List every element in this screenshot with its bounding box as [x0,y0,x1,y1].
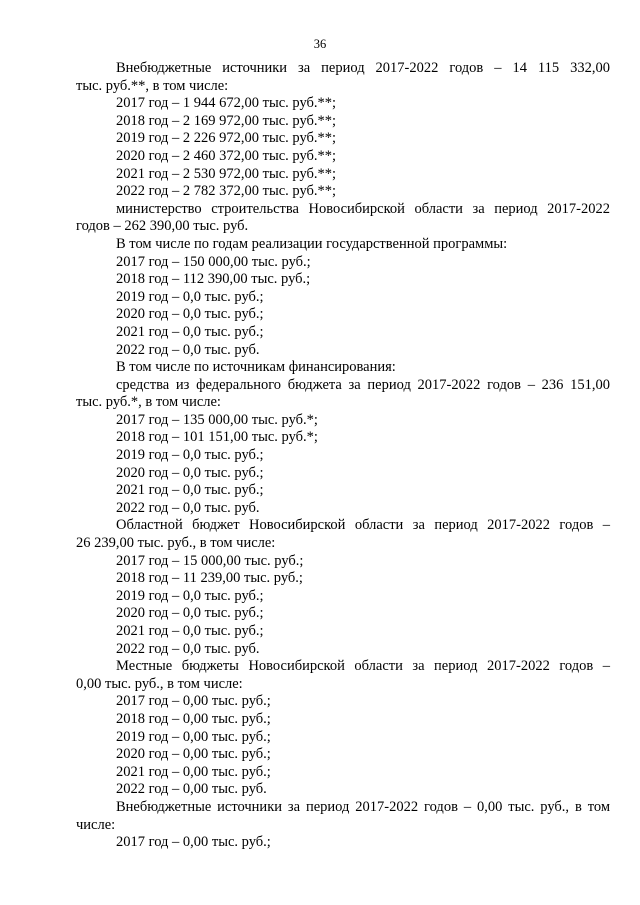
text-line: 2017 год – 135 000,00 тыс. руб.*; [116,411,318,428]
text-line: Местные бюджеты Новосибирской области за период 2017-2022 годов – [116,658,610,675]
text-line: 2022 год – 2 782 372,00 тыс. руб.**; [116,183,337,200]
text-line: министерство строительства Новосибирской области за период 2017-2022 [116,200,610,217]
text-line: 2022 год – 0,0 тыс. руб. [116,341,260,358]
text-line: 2019 год – 0,00 тыс. руб.; [116,728,271,745]
text-line: Внебюджетные источники за период 2017-2022 годов – 0,00 тыс. руб., в том [116,798,610,815]
text-line: 2020 год – 2 460 372,00 тыс. руб.**; [116,147,337,164]
text-line: 2018 год – 11 239,00 тыс. руб.; [116,570,303,587]
text-line: 2017 год – 1 944 672,00 тыс. руб.**; [116,95,337,112]
text-line: 2020 год – 0,0 тыс. руб.; [116,605,264,622]
text-line: 2017 год – 0,00 тыс. руб.; [116,834,271,851]
text-line: 2017 год – 15 000,00 тыс. руб.; [116,552,304,569]
text-line: 2018 год – 112 390,00 тыс. руб.; [116,271,311,288]
text-line: 2020 год – 0,00 тыс. руб.; [116,746,271,763]
text-line: 2021 год – 2 530 972,00 тыс. руб.**; [116,165,337,182]
text-line: В том числе по источникам финансирования: [116,359,396,376]
text-line: 2021 год – 0,0 тыс. руб.; [116,623,264,639]
text-line: 2021 год – 0,0 тыс. руб.; [116,482,264,499]
document-body [76,60,610,852]
text-line: Внебюджетные источники за период 2017-2022 годов – 14 115 332,00 [116,60,610,76]
text-line: 2019 год – 0,0 тыс. руб.; [116,587,264,604]
text-line: 2017 год – 0,00 тыс. руб.; [116,693,271,710]
text-line: 26 239,00 тыс. руб., в том числе: [76,535,276,552]
text-line: 2019 год – 0,0 тыс. руб.; [116,288,264,305]
text-line: 2019 год – 2 226 972,00 тыс. руб.**; [116,130,337,147]
text-line: 2021 год – 0,00 тыс. руб.; [116,763,271,780]
text-line: 2021 год – 0,0 тыс. руб.; [116,323,264,340]
text-line: годов – 262 390,00 тыс. руб. [76,218,249,235]
text-line: 2022 год – 0,00 тыс. руб. [116,781,267,798]
text-line: тыс. руб.*, в том числе: [76,394,221,411]
page-number: 36 [313,37,327,51]
text-line: Областной бюджет Новосибирской области за период 2017-2022 годов – [116,517,610,534]
text-line: 2022 год – 0,0 тыс. руб. [116,499,260,516]
text-line: 2020 год – 0,0 тыс. руб.; [116,306,264,323]
text-line: 0,00 тыс. руб., в том числе: [76,675,243,692]
text-line: В том числе по годам реализации государственной программы: [116,235,508,252]
text-line: 2018 год – 2 169 972,00 тыс. руб.**; [116,112,337,129]
text-line: 2017 год – 150 000,00 тыс. руб.; [116,253,311,270]
text-line: 2018 год – 101 151,00 тыс. руб.*; [116,429,318,446]
text-line: числе: [76,816,116,833]
text-line: 2022 год – 0,0 тыс. руб. [116,640,260,657]
text-line: 2019 год – 0,0 тыс. руб.; [116,447,264,464]
text-line: 2020 год – 0,0 тыс. руб.; [116,464,264,481]
text-line: тыс. руб.**, в том числе: [76,77,229,94]
text-line: 2018 год – 0,00 тыс. руб.; [116,710,271,727]
text-line: средства из федерального бюджета за период 2017-2022 годов – 236 151,00 [116,376,610,393]
